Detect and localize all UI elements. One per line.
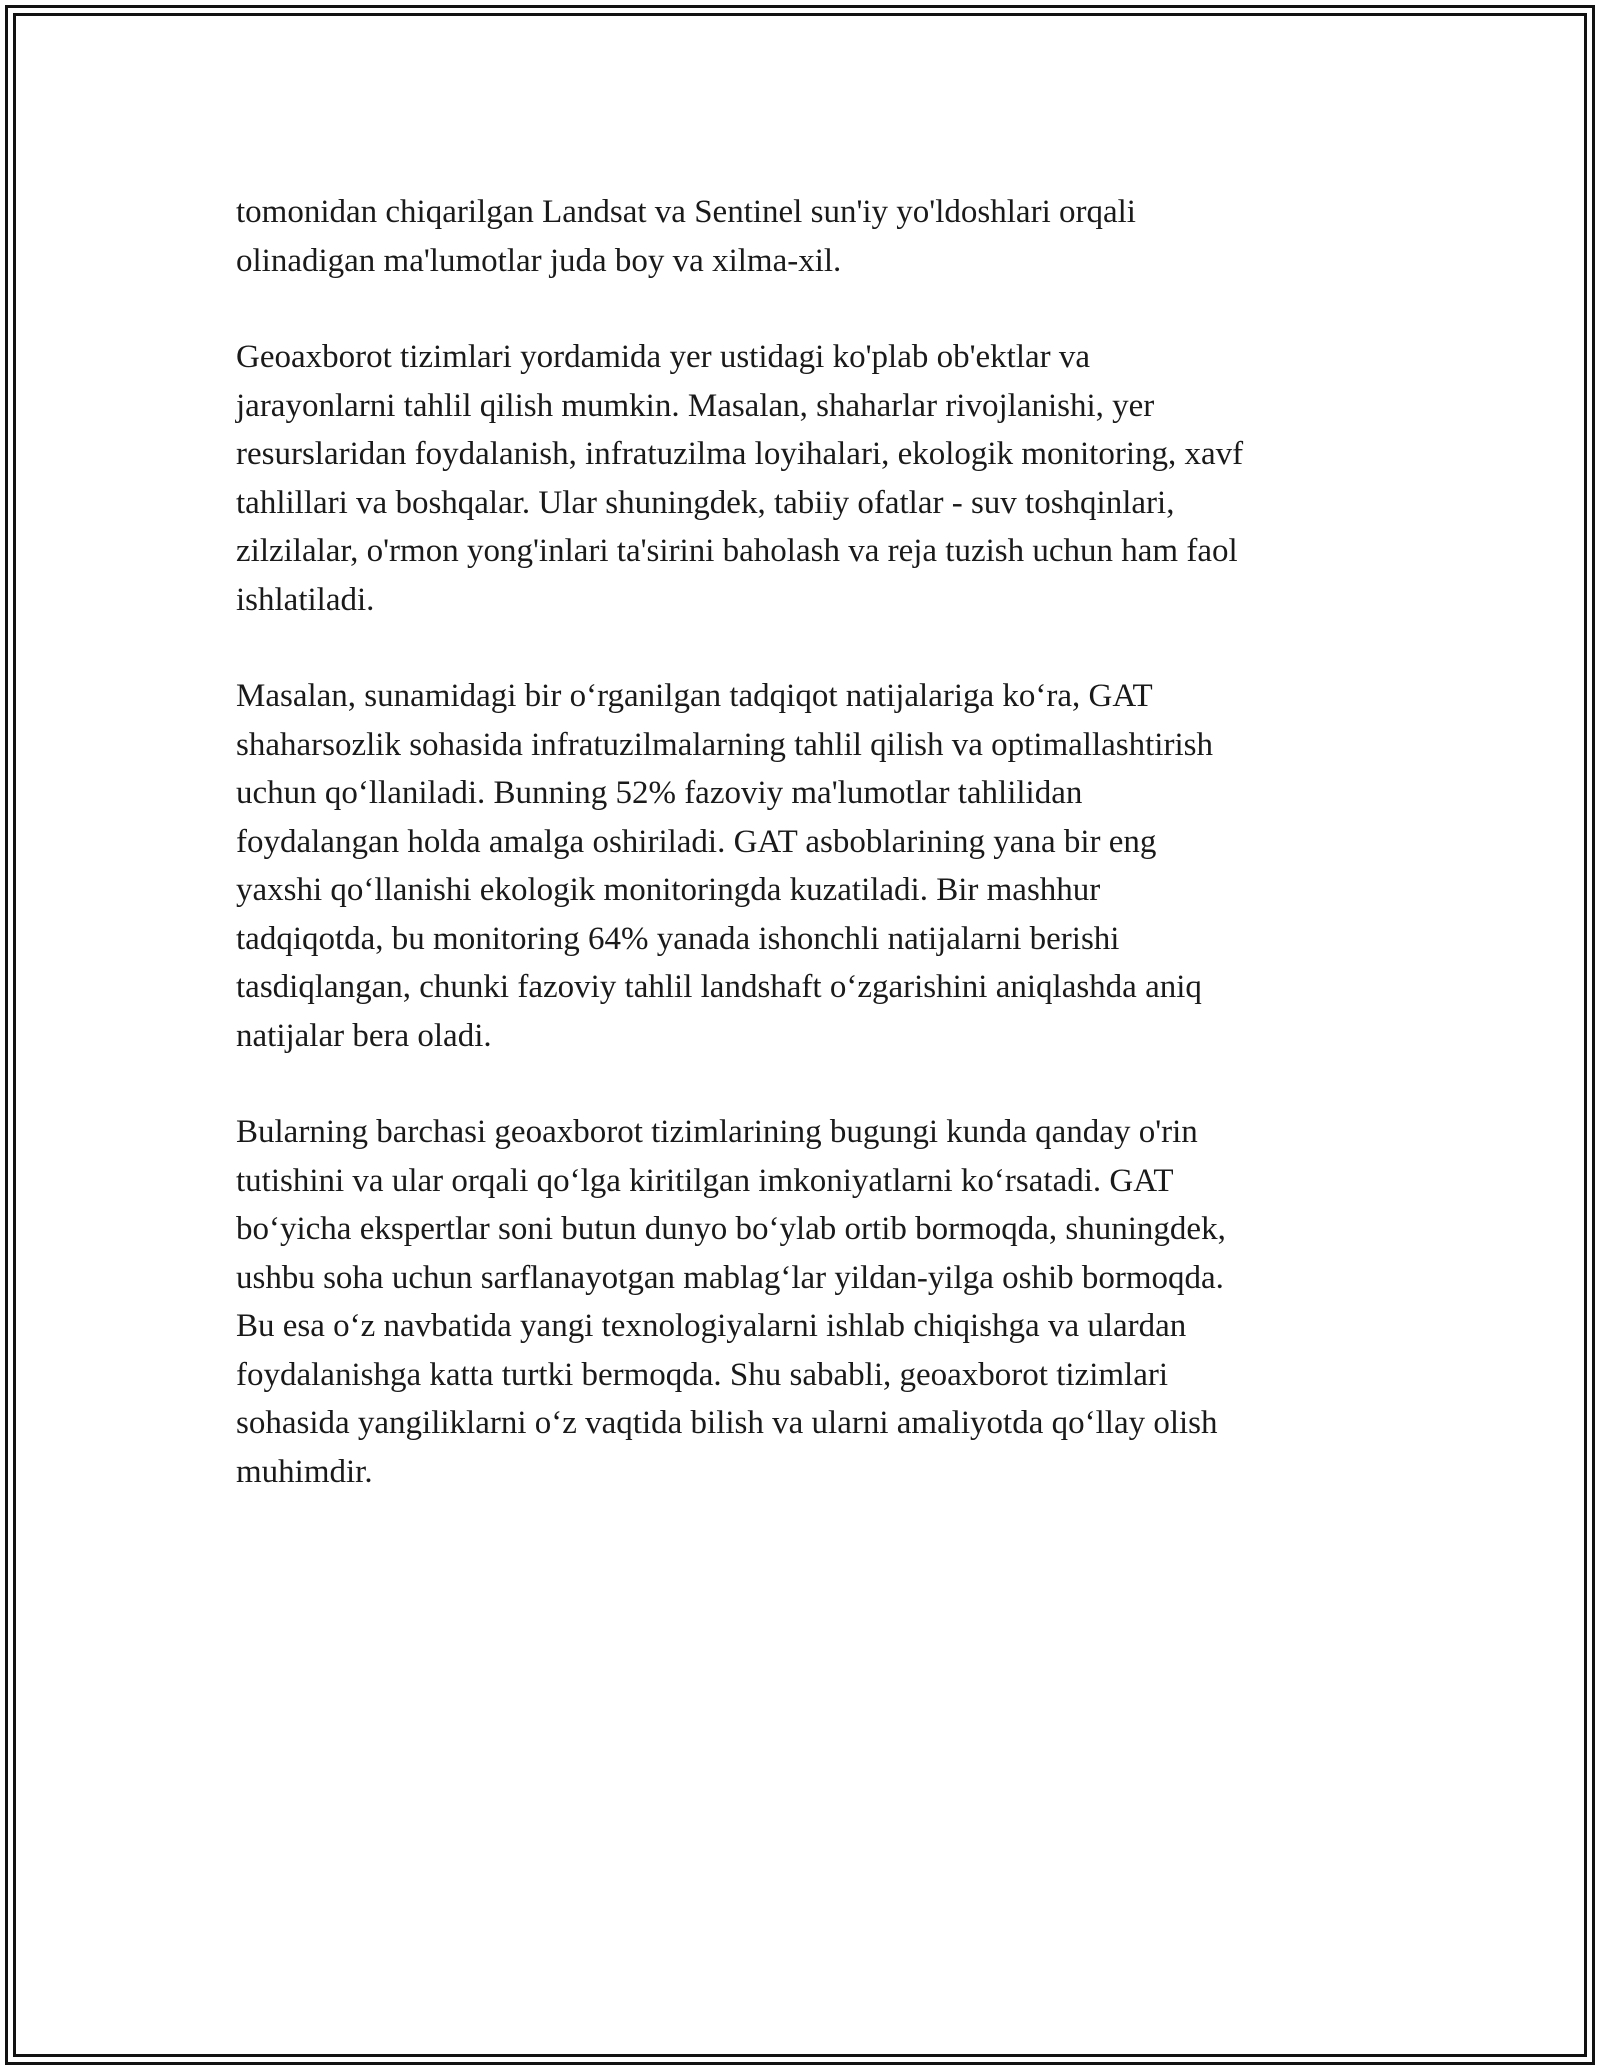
document-body	[236, 188, 1366, 1544]
paragraph-4: Bularning barchasi geoaxborot tizimlarining bugungi kunda qanday o'rin tutishini va ular orqali qo‘lga kiritilgan imkoniyatlarni ko‘rsatadi. GAT bo‘yicha ekspertlar soni butun dunyo bo‘ylab ortib bormoqda, shuningdek, ushbu soha uchun sarflanayotgan mablag‘lar yildan-yilga oshib bormoqda. Bu esa o‘z navbatida yangi texnologiyalarni ishlab chiqishga va ulardan foydalanishga katta turtki bermoqda. Shu sababli, geoaxborot tizimlari sohasida yangiliklarni o‘z vaqtida bilish va ularni amaliyotda qo‘llay olish muhimdir.	[236, 1114, 1226, 1490]
paragraph-3: Masalan, sunamidagi bir o‘rganilgan tadqiqot natijalariga ko‘ra, GAT shaharsozlik sohasida infratuzilmalarning tahlil qilish va optimallashtirish uchun qo‘llaniladi. Bunning 52% fazoviy ma'lumotlar tahlilidan foydalangan holda amalga oshiriladi. GAT asboblarining yana bir eng yaxshi qo‘llanishi ekologik monitoringda kuzatiladi. Bir mashhur tadqiqotda, bu monitoring 64% yanada ishonchli natijalarni berishi tasdiqlangan, chunki fazoviy tahlil landshaft o‘zgarishini aniqlashda aniq natijalar bera oladi.	[236, 678, 1213, 1054]
paragraph-1: tomonidan chiqarilgan Landsat va Sentinel sun'iy yo'ldoshlari orqali olinadigan ma'lumotlar juda boy va xilma-xil.	[236, 194, 1136, 279]
paragraph-2: Geoaxborot tizimlari yordamida yer ustidagi ko'plab ob'ektlar va jarayonlarni tahlil qilish mumkin. Masalan, shaharlar rivojlanishi, yer resurslaridan foydalanish, infratuzilma loyihalari, ekologik monitoring, xavf tahlillari va boshqalar. Ular shuningdek, tabiiy ofatlar - suv toshqinlari, zilzilalar, o'rmon yong'inlari ta'sirini baholash va reja tuzish uchun ham faol ishlatiladi.	[236, 339, 1244, 618]
